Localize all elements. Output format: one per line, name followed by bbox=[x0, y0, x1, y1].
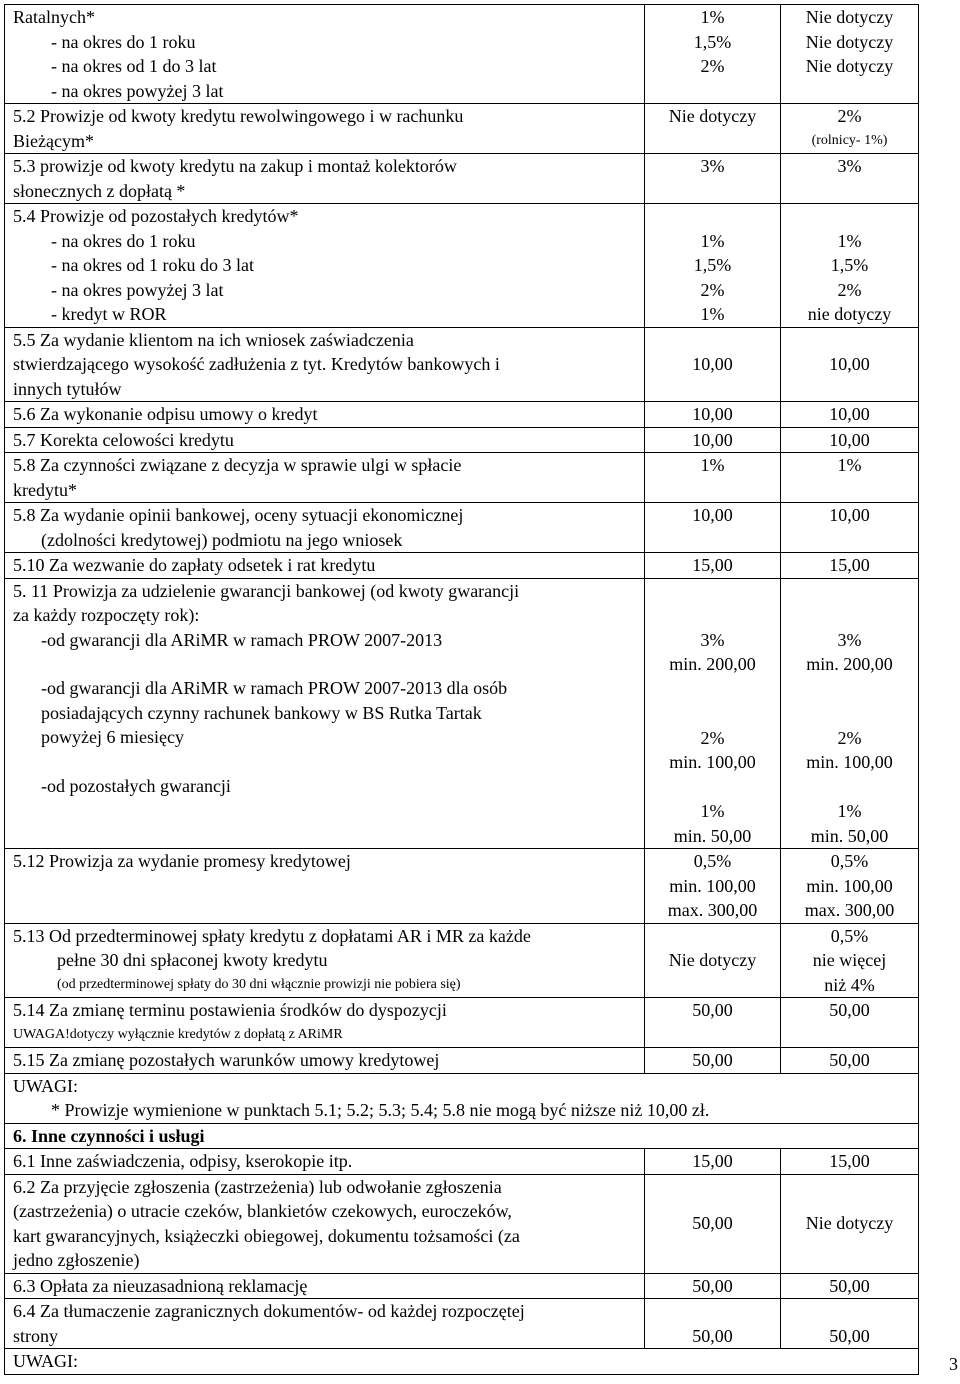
value-cell: min. 50,00 bbox=[673, 825, 752, 846]
value-cell: 3% bbox=[781, 154, 919, 204]
value-cell: niż 4% bbox=[824, 974, 875, 995]
row-ratalnych bbox=[5, 5, 919, 104]
value-cell: 2% bbox=[700, 56, 725, 76]
row-label: 5.13 Od przedterminowej spłaty kredytu z dopłatami AR i MR za każde bbox=[13, 925, 531, 946]
value-cell: 50,00 bbox=[781, 1273, 919, 1299]
value-cell: 10,00 bbox=[645, 427, 781, 453]
row-label: 6.3 Opłata za nieuzasadnioną reklamację bbox=[5, 1273, 645, 1299]
value-cell: min. 100,00 bbox=[806, 875, 893, 896]
row-label: - na okres powyżej 3 lat bbox=[51, 80, 224, 101]
row-label: innych tytułów bbox=[13, 378, 122, 399]
row-label: 6.1 Inne zaświadczenia, odpisy, kserokopie itp. bbox=[5, 1149, 645, 1175]
value-cell: Nie dotyczy bbox=[805, 56, 894, 76]
value-cell: 15,00 bbox=[645, 553, 781, 579]
value-cell: 1% bbox=[645, 453, 781, 503]
value-cell: 0,5% bbox=[830, 925, 869, 946]
row-label: jedno zgłoszenie) bbox=[13, 1250, 140, 1270]
value-cell: 50,00 bbox=[781, 998, 919, 1048]
row-label: 5.10 Za wezwanie do zapłaty odsetek i rat kredytu bbox=[5, 553, 645, 579]
row-6-3 bbox=[5, 1273, 919, 1299]
row-label: strony bbox=[13, 1325, 58, 1346]
value-cell: 1% bbox=[700, 7, 725, 27]
row-5-6 bbox=[5, 402, 919, 428]
value-cell: 3% bbox=[700, 629, 725, 650]
value-cell: nie dotyczy bbox=[807, 304, 892, 324]
value-cell: 2% bbox=[700, 727, 725, 748]
notes-title: UWAGI: bbox=[13, 1075, 78, 1096]
row-label: stwierdzającego wysokość zadłużenia z tyt. Kredytów bankowych i bbox=[13, 354, 500, 374]
row-label: - na okres powyżej 3 lat bbox=[51, 279, 224, 300]
row-label: pełne 30 dni spłaconej kwoty kredytu bbox=[57, 950, 328, 970]
section-title: 6. Inne czynności i usługi bbox=[5, 1123, 919, 1149]
notes-title: UWAGI: bbox=[5, 1349, 919, 1375]
value-cell: 10,00 bbox=[645, 402, 781, 428]
value-cell: 15,00 bbox=[645, 1149, 781, 1175]
value-cell: 2% bbox=[837, 727, 862, 748]
row-5-11 bbox=[5, 578, 919, 849]
value-cell: 0,5% bbox=[693, 851, 732, 871]
value-cell: 15,00 bbox=[781, 1149, 919, 1175]
row-label: (zdolności kredytowej) podmiotu na jego wniosek bbox=[41, 529, 403, 550]
row-label: powyżej 6 miesięcy bbox=[41, 727, 184, 747]
row-label: 5.15 Za zmianę pozostałych warunków umowy kredytowej bbox=[5, 1048, 645, 1074]
row-label: -od gwarancji dla ARiMR w ramach PROW 2007-2013 dla osób bbox=[41, 678, 508, 698]
value-cell: 50,00 bbox=[645, 1174, 781, 1273]
row-label: 5.7 Korekta celowości kredytu bbox=[5, 427, 645, 453]
value-cell: 1% bbox=[837, 230, 862, 251]
value-cell: 2% bbox=[700, 279, 725, 300]
row-label: kredytu* bbox=[13, 479, 77, 500]
row-section-6 bbox=[5, 1123, 919, 1149]
row-label: 5.6 Za wykonanie odpisu umowy o kredyt bbox=[5, 402, 645, 428]
row-5-3 bbox=[5, 154, 919, 204]
value-cell: 50,00 bbox=[645, 1048, 781, 1074]
value-cell: Nie dotyczy bbox=[645, 923, 781, 998]
row-5-14 bbox=[5, 998, 919, 1048]
value-cell: min. 100,00 bbox=[669, 752, 756, 772]
row-6-1 bbox=[5, 1149, 919, 1175]
row-label: 5.3 prowizje od kwoty kredytu na zakup i montaż kolektorów bbox=[13, 156, 457, 176]
row-5-15 bbox=[5, 1048, 919, 1074]
value-cell: 50,00 bbox=[645, 1299, 781, 1349]
row-label: 5.2 Prowizje od kwoty kredytu rewolwingowego i w rachunku bbox=[13, 106, 464, 126]
row-6-2 bbox=[5, 1174, 919, 1273]
row-label: 5.5 Za wydanie klientom na ich wniosek zaświadczenia bbox=[13, 329, 414, 350]
row-5-5 bbox=[5, 327, 919, 402]
value-note: (rolnicy- 1%) bbox=[811, 132, 888, 148]
value-cell: 2% bbox=[837, 279, 862, 300]
row-label: - na okres do 1 roku bbox=[51, 230, 196, 251]
value-cell: 3% bbox=[645, 154, 781, 204]
row-note: UWAGA!dotyczy wyłącznie kredytów z dopłatą z ARiMR bbox=[13, 1026, 343, 1042]
value-cell: max. 300,00 bbox=[804, 900, 895, 920]
row-label: 5.8 Za czynności związane z decyzja w sprawie ulgi w spłacie bbox=[13, 455, 462, 475]
value-cell: min. 50,00 bbox=[810, 825, 889, 846]
row-label: Ratalnych* bbox=[13, 7, 95, 27]
row-6-4 bbox=[5, 1299, 919, 1349]
value-cell: 1% bbox=[700, 230, 725, 251]
value-cell: min. 100,00 bbox=[669, 875, 756, 896]
fee-table bbox=[4, 4, 919, 1375]
row-label: 5. 11 Prowizja za udzielenie gwarancji bankowej (od kwoty gwarancji bbox=[13, 580, 520, 601]
value-cell: 0,5% bbox=[830, 851, 869, 871]
row-label: 5.12 Prowizja za wydanie promesy kredytowej bbox=[5, 849, 645, 924]
value-cell: 1,5% bbox=[693, 255, 732, 275]
row-label: -od gwarancji dla ARiMR w ramach PROW 2007-2013 bbox=[41, 629, 443, 650]
value-cell: 1% bbox=[700, 304, 725, 324]
value-cell: 3% bbox=[837, 629, 862, 650]
value-cell: 10,00 bbox=[781, 402, 919, 428]
row-label: słonecznych z dopłatą * bbox=[13, 180, 186, 201]
row-label: 6.2 Za przyjęcie zgłoszenia (zastrzeżenia) lub odwołanie zgłoszenia bbox=[13, 1176, 502, 1197]
row-label: - na okres do 1 roku bbox=[51, 31, 196, 52]
value-cell: min. 200,00 bbox=[806, 654, 893, 674]
value-cell: nie więcej bbox=[812, 950, 887, 970]
row-5-8-opinia bbox=[5, 503, 919, 553]
value-cell: 10,00 bbox=[781, 327, 919, 402]
value-cell: Nie dotyczy bbox=[645, 104, 781, 154]
row-5-13 bbox=[5, 923, 919, 998]
row-label: -od pozostałych gwarancji bbox=[41, 775, 231, 796]
row-uwagi-1 bbox=[5, 1073, 919, 1123]
value-cell: 10,00 bbox=[645, 327, 781, 402]
value-cell: 10,00 bbox=[781, 427, 919, 453]
value-cell: 10,00 bbox=[781, 503, 919, 553]
row-label: 5.8 Za wydanie opinii bankowej, oceny sytuacji ekonomicznej bbox=[13, 505, 464, 525]
value-cell: min. 200,00 bbox=[669, 654, 756, 674]
value-cell: Nie dotyczy bbox=[805, 31, 894, 52]
row-label: 5.4 Prowizje od pozostałych kredytów* bbox=[13, 206, 299, 226]
row-label: Bieżącym* bbox=[13, 130, 94, 151]
row-uwagi-2 bbox=[5, 1349, 919, 1375]
value-cell: 10,00 bbox=[645, 503, 781, 553]
page-number: 3 bbox=[949, 1353, 958, 1374]
row-label: (zastrzeżenia) o utracie czeków, blankietów czekowych, euroczeków, bbox=[13, 1201, 512, 1221]
notes-text: * Prowizje wymienione w punktach 5.1; 5.2; 5.3; 5.4; 5.8 nie mogą być niższe niż 10,00 zł. bbox=[51, 1100, 710, 1120]
row-label: kart gwarancyjnych, książeczki obiegowej, dokumentu tożsamości (za bbox=[13, 1225, 520, 1246]
row-5-7 bbox=[5, 427, 919, 453]
value-cell: Nie dotyczy bbox=[781, 1174, 919, 1273]
row-5-2 bbox=[5, 104, 919, 154]
value-cell: 2% bbox=[837, 106, 862, 126]
row-label: posiadających czynny rachunek bankowy w BS Rutka Tartak bbox=[41, 702, 482, 723]
value-cell: 1% bbox=[700, 801, 725, 821]
row-label: 5.14 Za zmianę terminu postawienia środków do dyspozycji bbox=[13, 1000, 447, 1020]
value-cell: 1,5% bbox=[830, 255, 869, 275]
row-label: 6.4 Za tłumaczenie zagranicznych dokumentów- od każdej rozpoczętej bbox=[13, 1301, 525, 1321]
value-cell: 1,5% bbox=[693, 31, 732, 52]
value-cell: Nie dotyczy bbox=[805, 7, 894, 27]
row-5-8-ulga bbox=[5, 453, 919, 503]
value-cell: 50,00 bbox=[781, 1048, 919, 1074]
row-label: - na okres od 1 roku do 3 lat bbox=[51, 255, 254, 275]
value-cell: max. 300,00 bbox=[667, 900, 758, 920]
value-cell: 50,00 bbox=[645, 998, 781, 1048]
row-label: - na okres od 1 do 3 lat bbox=[51, 56, 217, 76]
value-cell: 15,00 bbox=[781, 553, 919, 579]
row-note: (od przedterminowej spłaty do 30 dni włącznie prowizji nie pobiera się) bbox=[57, 976, 461, 992]
value-cell: 1% bbox=[837, 801, 862, 821]
value-cell: 50,00 bbox=[781, 1299, 919, 1349]
value-cell: 50,00 bbox=[645, 1273, 781, 1299]
row-5-10 bbox=[5, 553, 919, 579]
value-cell: 1% bbox=[781, 453, 919, 503]
row-label: za każdy rozpoczęty rok): bbox=[13, 605, 200, 625]
row-label: - kredyt w ROR bbox=[51, 304, 167, 324]
row-5-4 bbox=[5, 204, 919, 328]
value-cell: min. 100,00 bbox=[806, 752, 893, 772]
row-5-12 bbox=[5, 849, 919, 924]
